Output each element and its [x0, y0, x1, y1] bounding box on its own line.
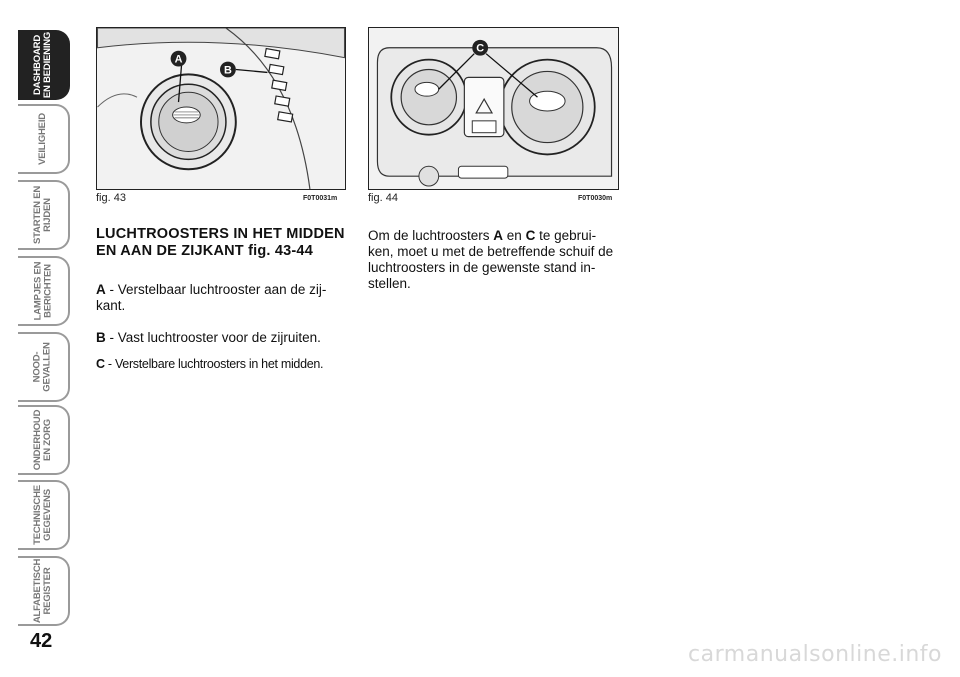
item-c: C - Verstelbare luchtroosters in het midden.	[96, 357, 324, 371]
page-number: 42	[30, 630, 53, 652]
figure-43-code: F0T0031m	[303, 195, 338, 202]
item-a: A - Verstelbaar luchtrooster aan de zij-kant.	[96, 282, 327, 313]
central-vents-illustration	[369, 28, 618, 189]
figure-44-code: F0T0030m	[578, 195, 613, 202]
tab-onderhoud[interactable]: ONDERHOUD EN ZORG	[18, 405, 70, 475]
side-vent-illustration	[97, 28, 345, 189]
tab-veiligheid[interactable]: VEILIGHEID	[18, 104, 70, 174]
svg-text:C: C	[476, 42, 485, 55]
watermark: carmanualsonline.info	[688, 642, 942, 667]
item-b: B - Vast luchtrooster voor de zijruiten.	[96, 330, 321, 345]
tab-dashboard[interactable]: DASHBOARD EN BEDIENING	[18, 30, 70, 100]
chapter-tabs	[0, 0, 80, 677]
figure-43-caption: fig. 43	[96, 192, 126, 204]
body-paragraph: Om de luchtroosters A en C te gebrui-ken, moet u met de betreffende schuif de luchtroosters in de gewenste stand in-stellen.	[368, 228, 614, 291]
tab-starten[interactable]: STARTEN EN RIJDEN	[18, 180, 70, 250]
figure-44	[368, 27, 619, 190]
section-heading: LUCHTROOSTERS IN HET MIDDEN EN AAN DE ZIJKANT fig. 43-44	[96, 226, 345, 259]
tab-technische[interactable]: TECHNISCHE GEGEVENS	[18, 480, 70, 550]
svg-text:B: B	[223, 64, 232, 77]
tab-register[interactable]: ALFABETISCH REGISTER	[18, 556, 70, 626]
figure-43	[96, 27, 346, 190]
svg-text:A: A	[174, 53, 183, 66]
figure-44-caption: fig. 44	[368, 192, 398, 204]
tab-lampjes[interactable]: LAMPJES EN BERICHTEN	[18, 256, 70, 326]
tab-noodgevallen[interactable]: NOOD- GEVALLEN	[18, 332, 70, 402]
